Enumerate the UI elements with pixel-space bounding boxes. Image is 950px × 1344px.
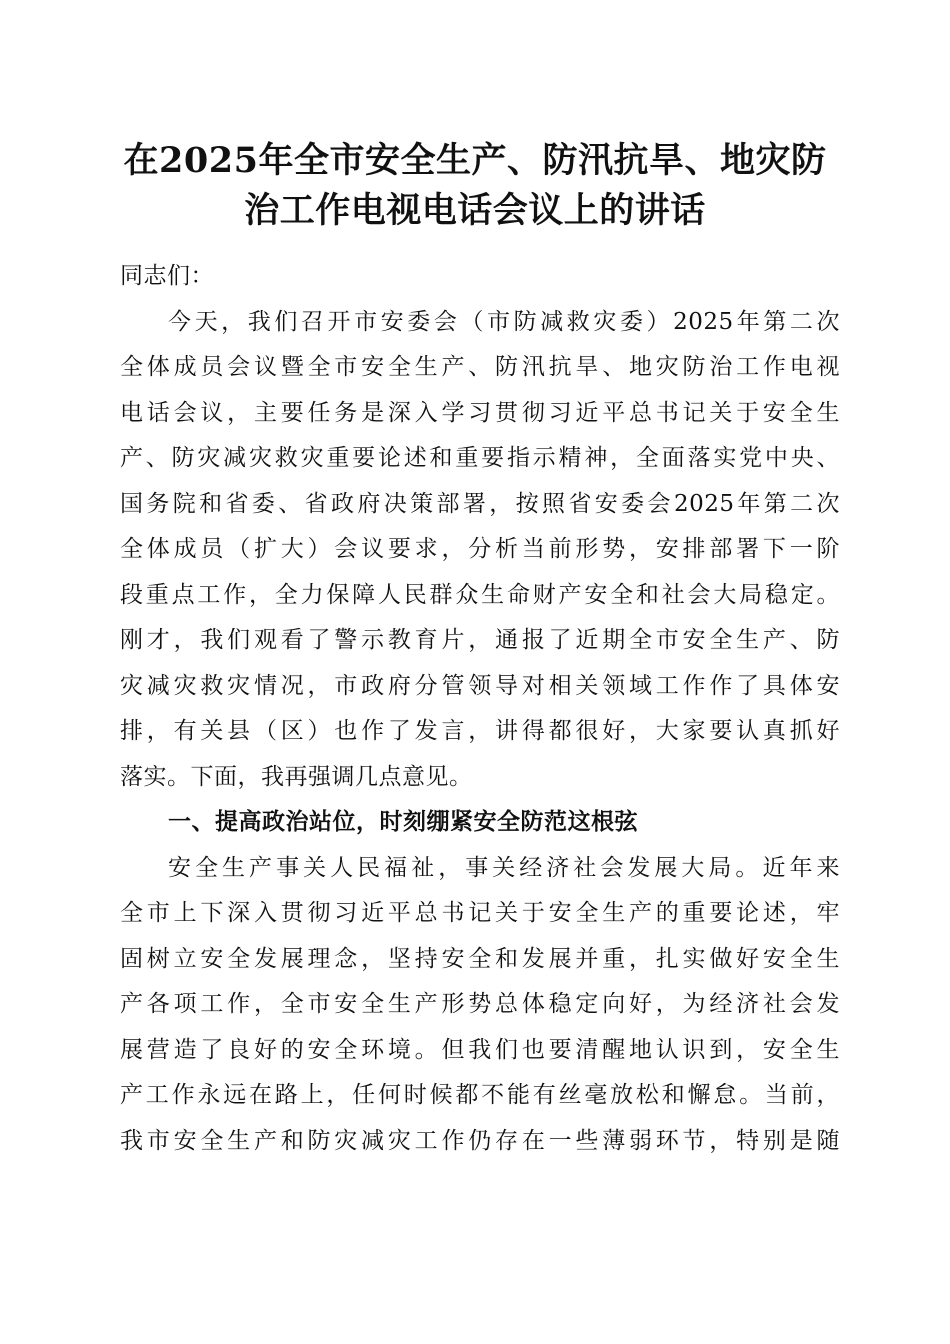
paragraph-2 — [120, 846, 840, 1165]
paragraph-2-line: 全市上下深入贯彻习近平总书记关于安全生产的重要论述，牢 — [120, 900, 840, 926]
paragraph-1-line: 刚才，我们观看了警示教育片，通报了近期全市安全生产、防 — [120, 627, 840, 653]
paragraph-1-line: 全体成员（扩大）会议要求，分析当前形势，安排部署下一阶 — [120, 536, 840, 562]
paragraph-1-line: 电话会议，主要任务是深入学习贯彻习近平总书记关于安全生 — [120, 399, 840, 426]
paragraph-1-line: 落实。下面，我再强调几点意见。 — [120, 763, 473, 790]
paragraph-1-line: 灾减灾救灾情况，市政府分管领导对相关领域工作作了具体安 — [120, 672, 840, 699]
title-line-2: 治工作电视电话会议上的讲话 — [244, 190, 706, 231]
document-title — [110, 136, 840, 236]
section-1-heading: 一、提高政治站位，时刻绷紧安全防范这根弦 — [168, 809, 638, 835]
paragraph-1 — [120, 300, 840, 801]
paragraph-1-line: 全体成员会议暨全市安全生产、防汛抗旱、地灾防治工作电视 — [120, 354, 840, 380]
paragraph-1-line: 产、防灾减灾救灾重要论述和重要指示精神，全面落实党中央、 — [120, 445, 840, 471]
paragraph-1-line: 今天，我们召开市安委会（市防减救灾委）2025年第二次 — [168, 308, 840, 335]
paragraph-1-line: 段重点工作，全力保障人民群众生命财产安全和社会大局稳定。 — [120, 581, 840, 608]
title-line-1: 在2025年全市安全生产、防汛抗旱、地灾防 — [123, 140, 827, 181]
paragraph-2-line: 安全生产事关人民福祉，事关经济社会发展大局。近年来 — [168, 854, 840, 881]
paragraph-2-line: 固树立安全发展理念，坚持安全和发展并重，扎实做好安全生 — [120, 945, 840, 972]
paragraph-1-line: 国务院和省委、省政府决策部署，按照省安委会2025年第二次 — [120, 490, 840, 517]
paragraph-2-line: 产工作永远在路上，任何时候都不能有丝毫放松和懈怠。当前， — [120, 1082, 840, 1108]
paragraph-2-line: 产各项工作，全市安全生产形势总体稳定向好，为经济社会发 — [120, 991, 840, 1017]
paragraph-2-line: 展营造了良好的安全环境。但我们也要清醒地认识到，安全生 — [120, 1036, 840, 1063]
document-body — [120, 254, 840, 1164]
paragraph-1-line: 排，有关县（区）也作了发言，讲得都很好，大家要认真抓好 — [120, 718, 840, 744]
salutation: 同志们： — [120, 263, 214, 289]
paragraph-2-line: 我市安全生产和防灾减灾工作仍存在一些薄弱环节，特别是随 — [120, 1127, 840, 1154]
